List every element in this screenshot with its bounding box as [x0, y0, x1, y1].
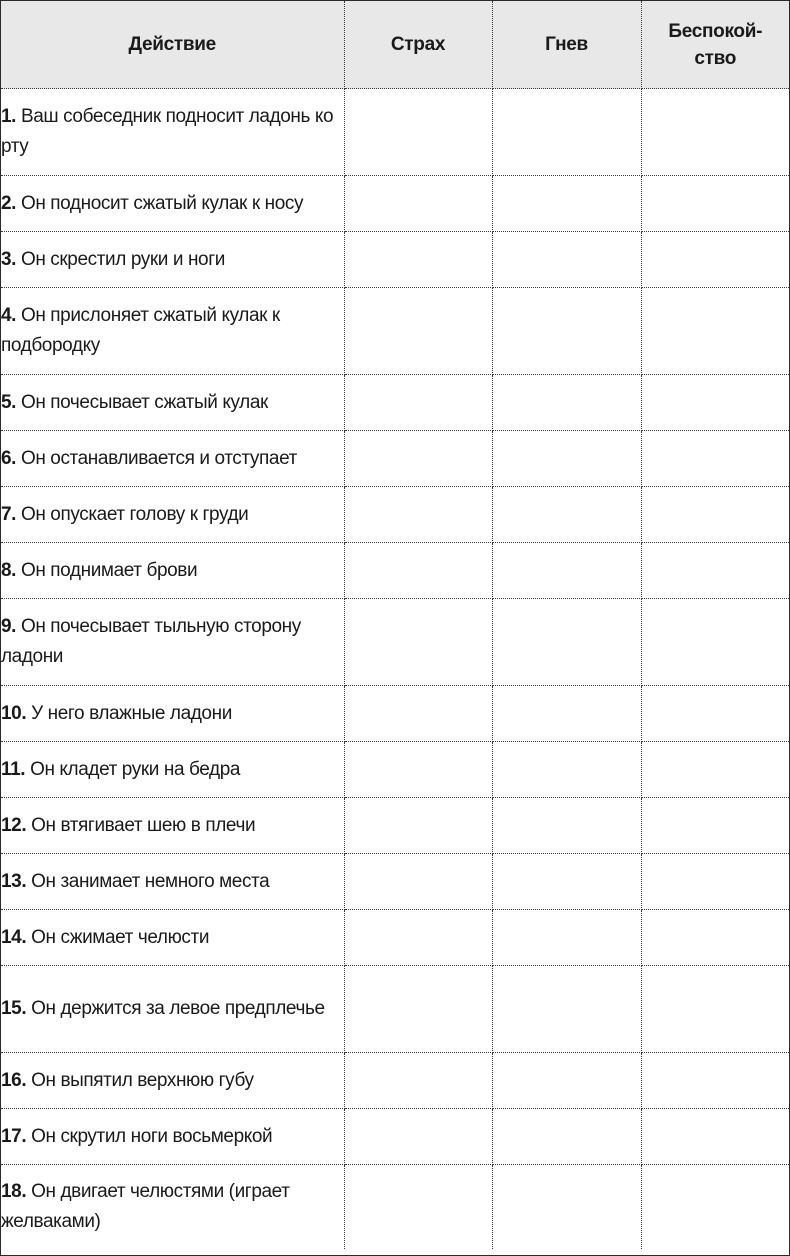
row-number: 14.: [1, 926, 27, 948]
anger-cell[interactable]: [492, 431, 641, 487]
fear-cell[interactable]: [344, 798, 492, 854]
table-row: [1, 1053, 789, 1109]
anger-cell[interactable]: [492, 487, 641, 543]
row-number: 2.: [1, 192, 17, 214]
fear-cell[interactable]: [344, 910, 492, 966]
header-action: Действие: [1, 1, 344, 89]
anger-cell[interactable]: [492, 1165, 641, 1250]
header-row: [1, 1, 789, 89]
row-number: 16.: [1, 1069, 27, 1091]
table-row: [1, 288, 789, 375]
table-row: [1, 966, 789, 1053]
fear-cell[interactable]: [344, 543, 492, 599]
action-text: Он двигает челюстями (играет желваками): [1, 1181, 290, 1232]
table-row: [1, 543, 789, 599]
anger-cell[interactable]: [492, 288, 641, 375]
anxiety-cell[interactable]: [641, 1109, 789, 1165]
header-fear: Страх: [344, 1, 492, 89]
action-text: Он выпятил верхнюю губу: [31, 1069, 254, 1091]
action-cell: [1, 966, 344, 1053]
row-number: 6.: [1, 447, 17, 469]
action-cell: [1, 686, 344, 742]
anxiety-cell[interactable]: [641, 431, 789, 487]
action-cell: [1, 431, 344, 487]
action-cell: [1, 798, 344, 854]
action-cell: [1, 742, 344, 798]
anxiety-cell[interactable]: [641, 89, 789, 176]
table-row: [1, 375, 789, 431]
row-number: 1.: [1, 106, 17, 127]
action-text: Он почесывает тыльную сторону ладони: [1, 616, 301, 667]
anger-cell[interactable]: [492, 742, 641, 798]
table-row: [1, 854, 789, 910]
row-number: 8.: [1, 559, 17, 581]
anger-cell[interactable]: [492, 1053, 641, 1109]
action-cell: [1, 854, 344, 910]
row-number: 7.: [1, 503, 17, 525]
action-text: Он скрутил ноги восьмеркой: [31, 1125, 273, 1147]
action-cell: [1, 1165, 344, 1250]
fear-cell[interactable]: [344, 1165, 492, 1250]
anger-cell[interactable]: [492, 910, 641, 966]
table-row: [1, 431, 789, 487]
action-text: Он прислоняет сжатый кулак к подбородку: [1, 305, 280, 356]
action-cell: [1, 232, 344, 288]
action-cell: [1, 1109, 344, 1165]
action-cell: [1, 487, 344, 543]
table-row: [1, 176, 789, 232]
action-text: Он опускает голову к груди: [20, 503, 249, 525]
anxiety-cell[interactable]: [641, 910, 789, 966]
fear-cell[interactable]: [344, 1053, 492, 1109]
anger-cell[interactable]: [492, 232, 641, 288]
table-row: [1, 232, 789, 288]
emotion-action-table: [1, 1, 789, 1249]
row-number: 10.: [1, 702, 27, 724]
action-text: Он держится за левое предплечье: [31, 998, 325, 1019]
fear-cell[interactable]: [344, 288, 492, 375]
action-cell: [1, 176, 344, 232]
row-number: 18.: [1, 1181, 27, 1202]
anxiety-cell[interactable]: [641, 742, 789, 798]
action-cell: [1, 543, 344, 599]
fear-cell[interactable]: [344, 854, 492, 910]
action-cell: [1, 375, 344, 431]
action-text: Он поднимает брови: [20, 559, 198, 581]
table-row: [1, 742, 789, 798]
action-text: Ваш собеседник подносит ладонь ко рту: [1, 106, 334, 157]
fear-cell[interactable]: [344, 742, 492, 798]
row-number: 11.: [1, 758, 26, 780]
anxiety-cell[interactable]: [641, 686, 789, 742]
fear-cell[interactable]: [344, 89, 492, 176]
action-text: Он сжимает челюсти: [31, 926, 210, 948]
fear-cell[interactable]: [344, 1109, 492, 1165]
anxiety-cell[interactable]: [641, 375, 789, 431]
anxiety-cell[interactable]: [641, 966, 789, 1053]
table-row: [1, 1165, 789, 1250]
anxiety-cell[interactable]: [641, 599, 789, 686]
table-row: [1, 599, 789, 686]
table-row: [1, 798, 789, 854]
action-text: Он подносит сжатый кулак к носу: [20, 192, 304, 214]
anger-cell[interactable]: [492, 375, 641, 431]
anger-cell[interactable]: [492, 176, 641, 232]
anxiety-cell[interactable]: [641, 798, 789, 854]
fear-cell[interactable]: [344, 599, 492, 686]
fear-cell[interactable]: [344, 686, 492, 742]
fear-cell[interactable]: [344, 176, 492, 232]
row-number: 5.: [1, 391, 17, 413]
row-number: 4.: [1, 305, 17, 326]
anger-cell[interactable]: [492, 966, 641, 1053]
action-text: Он кладет руки на бедра: [30, 758, 241, 780]
fear-cell[interactable]: [344, 966, 492, 1053]
header-anxiety: Беспокой-ство: [641, 1, 789, 89]
anger-cell[interactable]: [492, 89, 641, 176]
row-number: 15.: [1, 998, 27, 1019]
anxiety-cell[interactable]: [641, 487, 789, 543]
action-text: Он почесывает сжатый кулак: [20, 391, 268, 413]
row-number: 17.: [1, 1125, 27, 1147]
fear-cell[interactable]: [344, 487, 492, 543]
anxiety-cell[interactable]: [641, 1053, 789, 1109]
table-row: [1, 487, 789, 543]
action-cell: [1, 288, 344, 375]
action-text: У него влажные ладони: [31, 702, 232, 724]
action-text: Он втягивает шею в плечи: [31, 814, 256, 836]
action-text: Он занимает немного места: [31, 870, 270, 892]
action-cell: [1, 599, 344, 686]
fear-cell[interactable]: [344, 375, 492, 431]
action-text: Он останавливается и отступает: [20, 447, 297, 469]
anxiety-cell[interactable]: [641, 288, 789, 375]
action-cell: [1, 89, 344, 176]
anger-cell[interactable]: [492, 599, 641, 686]
anger-cell[interactable]: [492, 1109, 641, 1165]
anxiety-cell[interactable]: [641, 232, 789, 288]
row-number: 12.: [1, 814, 27, 836]
action-text: Он скрестил руки и ноги: [20, 248, 225, 270]
row-number: 9.: [1, 616, 17, 637]
action-cell: [1, 1053, 344, 1109]
anxiety-cell[interactable]: [641, 854, 789, 910]
fear-cell[interactable]: [344, 431, 492, 487]
anger-cell[interactable]: [492, 798, 641, 854]
row-number: 3.: [1, 248, 17, 270]
anxiety-cell[interactable]: [641, 176, 789, 232]
fear-cell[interactable]: [344, 232, 492, 288]
header-anger: Гнев: [492, 1, 641, 89]
table-row: [1, 686, 789, 742]
table-row: [1, 1109, 789, 1165]
anger-cell[interactable]: [492, 686, 641, 742]
anger-cell[interactable]: [492, 543, 641, 599]
action-cell: [1, 910, 344, 966]
anxiety-cell[interactable]: [641, 543, 789, 599]
row-number: 13.: [1, 870, 27, 892]
table-row: [1, 89, 789, 176]
anger-cell[interactable]: [492, 854, 641, 910]
table-row: [1, 910, 789, 966]
anxiety-cell[interactable]: [641, 1165, 789, 1250]
